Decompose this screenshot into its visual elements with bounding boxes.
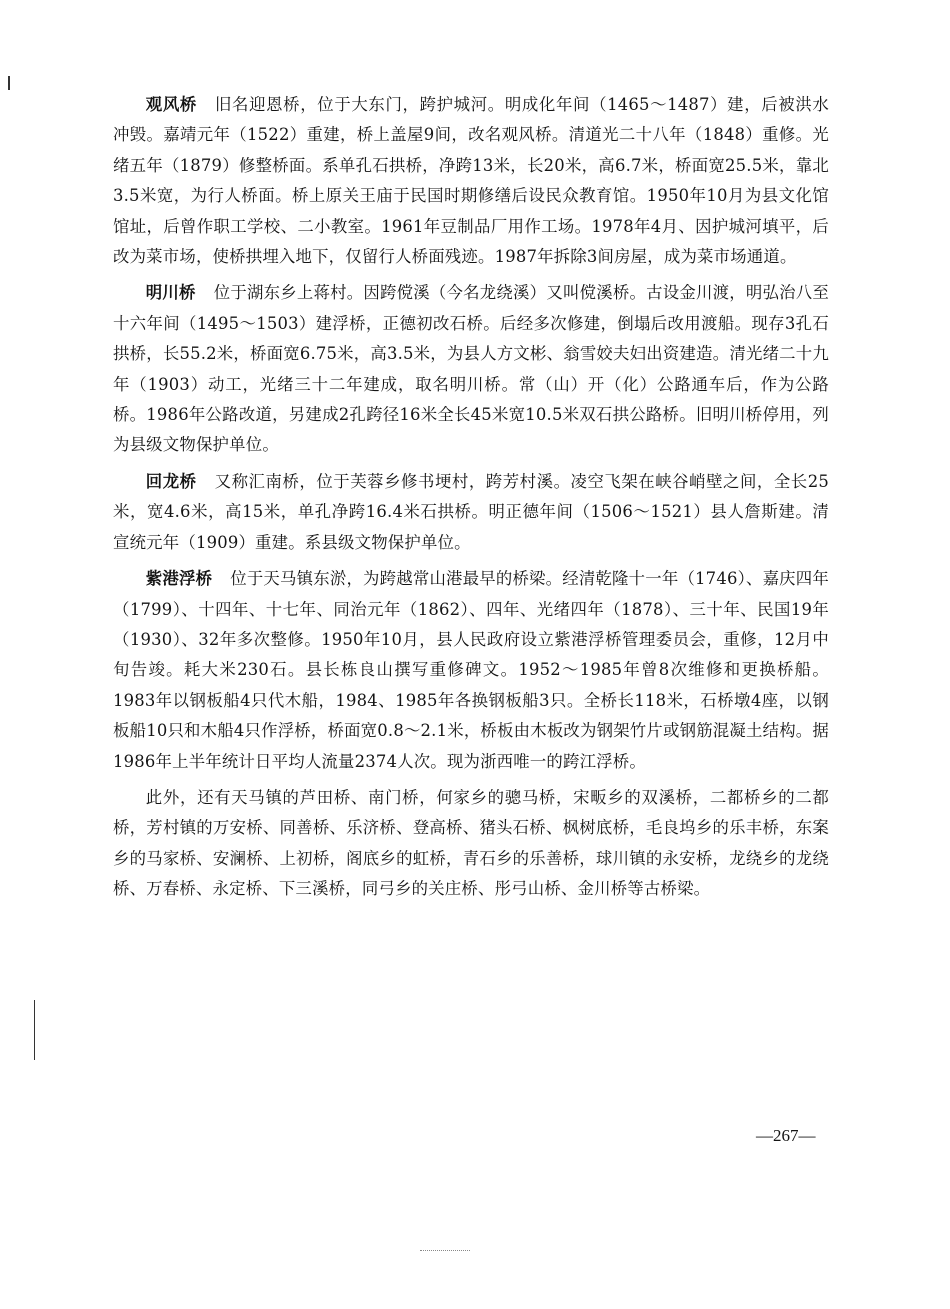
entry-term: 明川桥	[145, 283, 196, 303]
entry-text: 位于天马镇东淤，为跨越常山港最早的桥梁。经清乾隆十一年（1746）、嘉庆四年（1799）、十四年、十七年、同治元年（1862）、四年、光绪四年（1878）、三十年、民国19年（1930）、32年多次整修。1950年10月，县人民政府设立紫港浮桥管理委员会，重修，12月中旬告竣。耗大米230石。县长栋良山撰写重修碑文。1952～1985年曾8次维修和更换桥船。1983年以钢板船4只代木船，1984、1985年各换钢板船3只。全桥长118米，石桥墩4座，以钢板船10只和木船4只作浮桥，桥面宽0.8～2.1米，桥板由木板改为钢架竹片或钢筋混凝土结构。据1986年上半年统计日平均人流量2374人次。现为浙西唯一的跨江浮桥。	[113, 569, 829, 771]
entry-text: 位于湖东乡上蒋村。因跨傥溪（今名龙绕溪）又叫傥溪桥。古设金川渡，明弘治八至十六年间（1495～1503）建浮桥，正德初改石桥。后经多次修建，倒塌后改用渡船。现存3孔石拱桥，长55.2米，桥面宽6.75米，高3.5米，为县人方文彬、翁雪姣夫妇出资建造。清光绪二十九年（1903）动工，光绪三十二年建成，取名明川桥。常（山）开（化）公路通车后，作为公路桥。1986年公路改道，另建成2孔跨径16米全长45米宽10.5米双石拱公路桥。旧明川桥停用，列为县级文物保护单位。	[113, 283, 829, 455]
entry-text: 旧名迎恩桥，位于大东门，跨护城河。明成化年间（1465～1487）建，后被洪水冲毁。嘉靖元年（1522）重建，桥上盖屋9间，改名观风桥。清道光二十八年（1848）重修。光绪五年（1879）修整桥面。系单孔石拱桥，净跨13米，长20米，高6.7米，桥面宽25.5米，靠北3.5米宽，为行人桥面。桥上原关王庙于民国时期修缮后设民众教育馆。1950年10月为县文化馆馆址，后曾作职工学校、二小教室。1961年豆制品厂用作工场。1978年4月、因护城河填平，后改为菜市场，使桥拱埋入地下，仅留行人桥面残迹。1987年拆除3间房屋，成为菜市场通道。	[113, 95, 829, 267]
entry-paragraph	[113, 467, 829, 558]
scan-artifact	[420, 1250, 470, 1253]
entry-paragraph	[113, 564, 829, 777]
closing-paragraph: 此外，还有天马镇的芦田桥、南门桥，何家乡的骢马桥，宋畈乡的双溪桥，二都桥乡的二都桥，芳村镇的万安桥、同善桥、乐济桥、登高桥、猪头石桥、枫树底桥，毛良坞乡的乐丰桥，东案乡的马家桥、安澜桥、上初桥，阁底乡的虹桥，青石乡的乐善桥，球川镇的永安桥，龙绕乡的龙绕桥、万春桥、永定桥、下三溪桥，同弓乡的关庄桥、彤弓山桥、金川桥等古桥梁。	[113, 787, 829, 899]
entry-term: 观风桥	[145, 95, 197, 114]
entry-term: 紫港浮桥	[145, 569, 213, 589]
document-body	[113, 90, 829, 905]
scan-artifact	[8, 76, 10, 90]
entry-paragraph	[113, 278, 829, 460]
entry-text: 又称汇南桥，位于芙蓉乡修书埂村，跨芳村溪。凌空飞架在峡谷峭壁之间，全长25米，宽4.6米，高15米，单孔净跨16.4米石拱桥。明正德年间（1506～1521）县人詹斯建。清宣统元年（1909）重建。系县级文物保护单位。	[113, 471, 829, 552]
scan-artifact	[34, 1000, 35, 1060]
entry-paragraph	[113, 90, 829, 272]
page-number: —267—	[756, 1126, 816, 1145]
entry-term: 回龙桥	[145, 471, 197, 491]
